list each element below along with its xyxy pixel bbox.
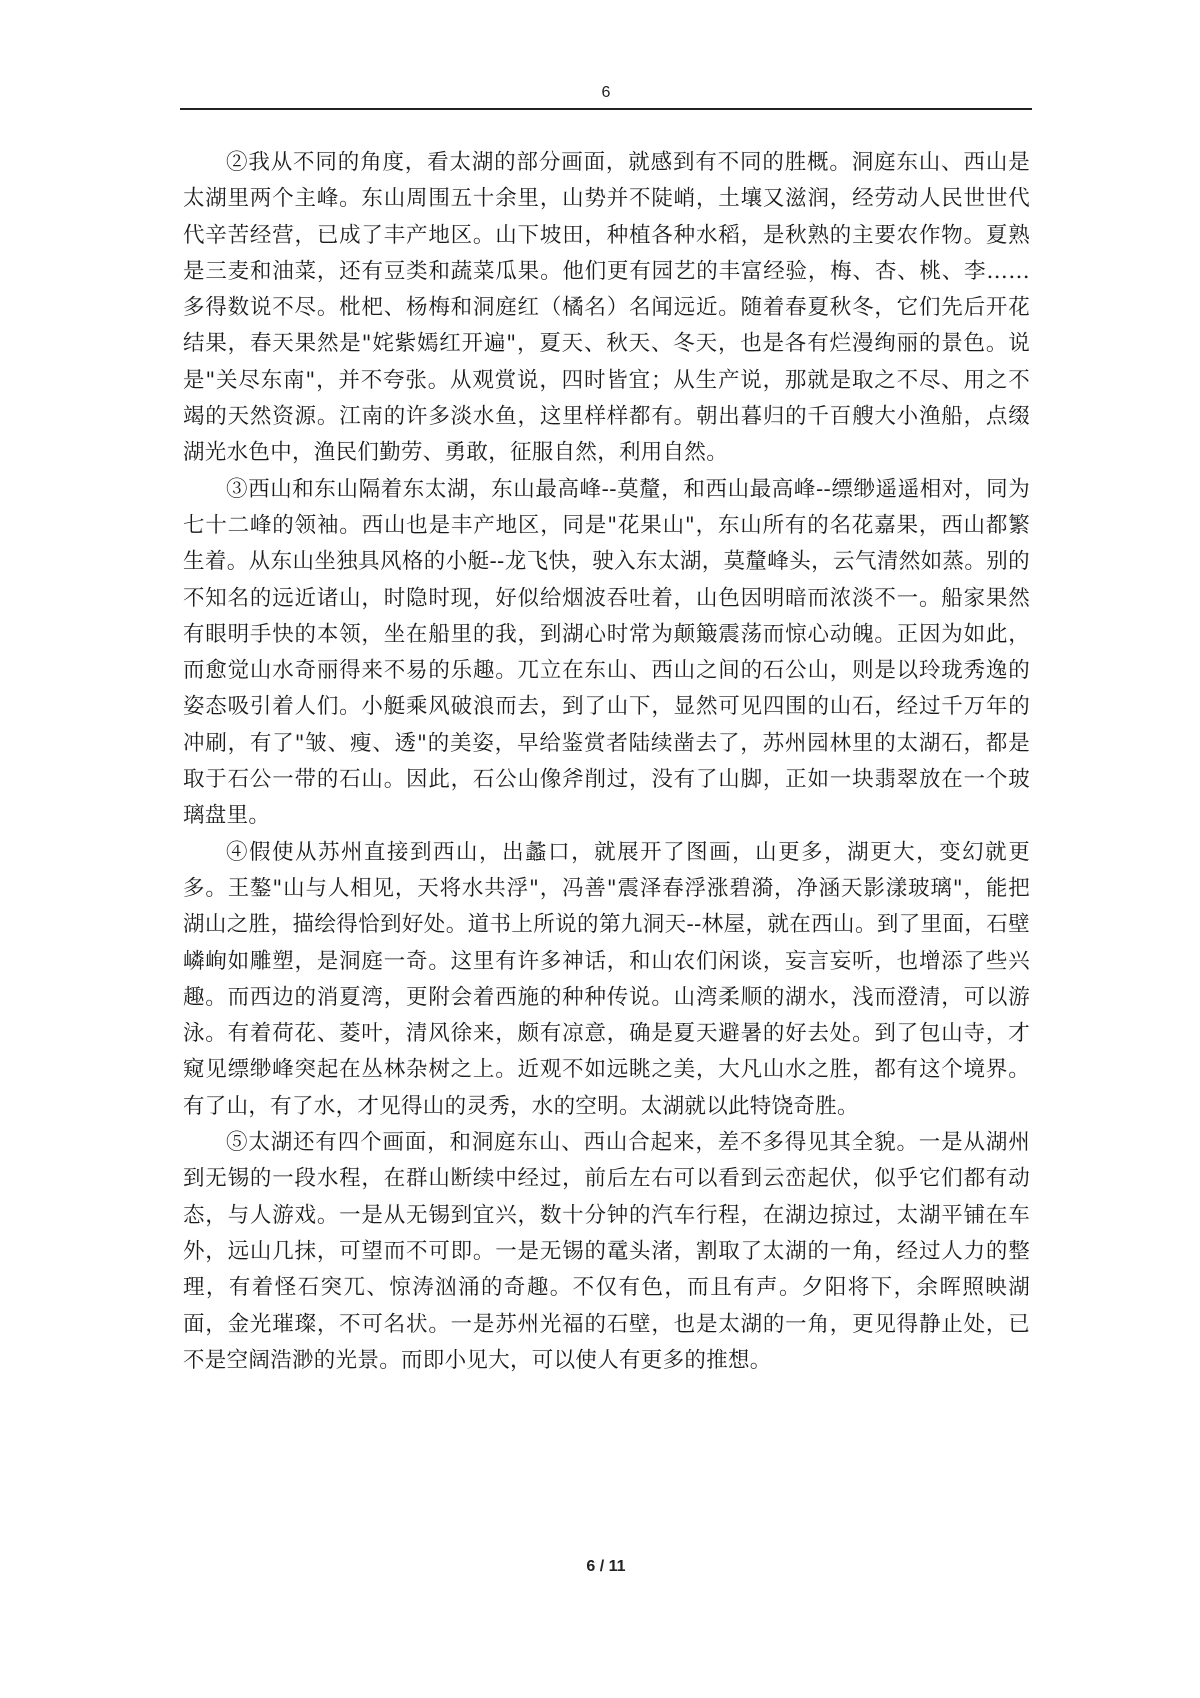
article-body — [183, 145, 1030, 1379]
page-header-number: 6 — [601, 84, 611, 101]
paragraph-4: ④假使从苏州直接到西山，出蠡口，就展开了图画，山更多，湖更大，变幻就更多。王鏊"山与人相见，天将水共浮"，冯善"震泽春浮涨碧漪，净涵天影漾玻璃"，能把湖山之胜，描绘得恰到好处。道书上所说的第九洞天--林屋，就在西山。到了里面，石壁嶙峋如雕塑，是洞庭一奇。这里有许多神话，和山农们闲谈，妄言妄听，也增添了些兴趣。而西边的消夏湾，更附会着西施的种种传说。山湾柔顺的湖水，浅而澄清，可以游泳。有着荷花、菱叶，清风徐来，颇有凉意，确是夏天避暑的好去处。到了包山寺，才窥见缥缈峰突起在丛林杂树之上。近观不如远眺之美，大凡山水之胜，都有这个境界。有了山，有了水，才见得山的灵秀，水的空明。太湖就以此特饶奇胜。 — [183, 839, 1030, 1119]
page-footer-label: 6 / 11 — [586, 1558, 626, 1575]
paragraph-2: ②我从不同的角度，看太湖的部分画面，就感到有不同的胜概。洞庭东山、西山是太湖里两个主峰。东山周围五十余里，山势并不陡峭，土壤又滋润，经劳动人民世世代代辛苦经营，已成了丰产地区。山下坡田，种植各种水稻，是秋熟的主要农作物。夏熟是三麦和油菜，还有豆类和蔬菜瓜果。他们更有园艺的丰富经验，梅、杏、桃、李……多得数说不尽。枇杷、杨梅和洞庭红（橘名）名闻远近。随着春夏秋冬，它们先后开花结果，春天果然是"姹紫嫣红开遍"，夏天、秋天、冬天，也是各有烂漫绚丽的景色。说是"关尽东南"，并不夸张。从观赏说，四时皆宜；从生产说，那就是取之不尽、用之不竭的天然资源。江南的许多淡水鱼，这里样样都有。朝出暮归的千百艘大小渔船，点缀湖光水色中，渔民们勤劳、勇敢，征服自然，利用自然。 — [183, 150, 1030, 466]
paragraph-5: ⑤太湖还有四个画面，和洞庭东山、西山合起来，差不多得见其全貌。一是从湖州到无锡的一段水程，在群山断续中经过，前后左右可以看到云峦起伏，似乎它们都有动态，与人游戏。一是从无锡到宜兴，数十分钟的汽车行程，在湖边掠过，太湖平铺在车外，远山几抹，可望而不可即。一是无锡的鼋头渚，割取了太湖的一角，经过人力的整理，有着怪石突兀、惊涛汹涌的奇趣。不仅有色，而且有声。夕阳将下，余晖照映湖面，金光璀璨，不可名状。一是苏州光福的石壁，也是太湖的一角，更见得静止处，已不是空阔浩渺的光景。而即小见大，可以使人有更多的推想。 — [183, 1130, 1030, 1373]
header-divider — [180, 108, 1032, 110]
paragraph-3: ③西山和东山隔着东太湖，东山最高峰--莫釐，和西山最高峰--缥缈遥遥相对，同为七十二峰的领袖。西山也是丰产地区，同是"花果山"，东山所有的名花嘉果，西山都繁生着。从东山坐独具风格的小艇--龙飞快，驶入东太湖，莫釐峰头，云气清然如蒸。别的不知名的远近诸山，时隐时现，好似给烟波吞吐着，山色因明暗而浓淡不一。船家果然有眼明手快的本领，坐在船里的我，到湖心时常为颠簸震荡而惊心动魄。正因为如此，而愈觉山水奇丽得来不易的乐趣。兀立在东山、西山之间的石公山，则是以玲珑秀逸的姿态吸引着人们。小艇乘风破浪而去，到了山下，显然可见四围的山石，经过千万年的冲刷，有了"皱、瘦、透"的美姿，早给鉴赏者陆续凿去了，苏州园林里的太湖石，都是取于石公一带的石山。因此，石公山像斧削过，没有了山脚，正如一块翡翠放在一个玻璃盘里。 — [183, 476, 1030, 829]
